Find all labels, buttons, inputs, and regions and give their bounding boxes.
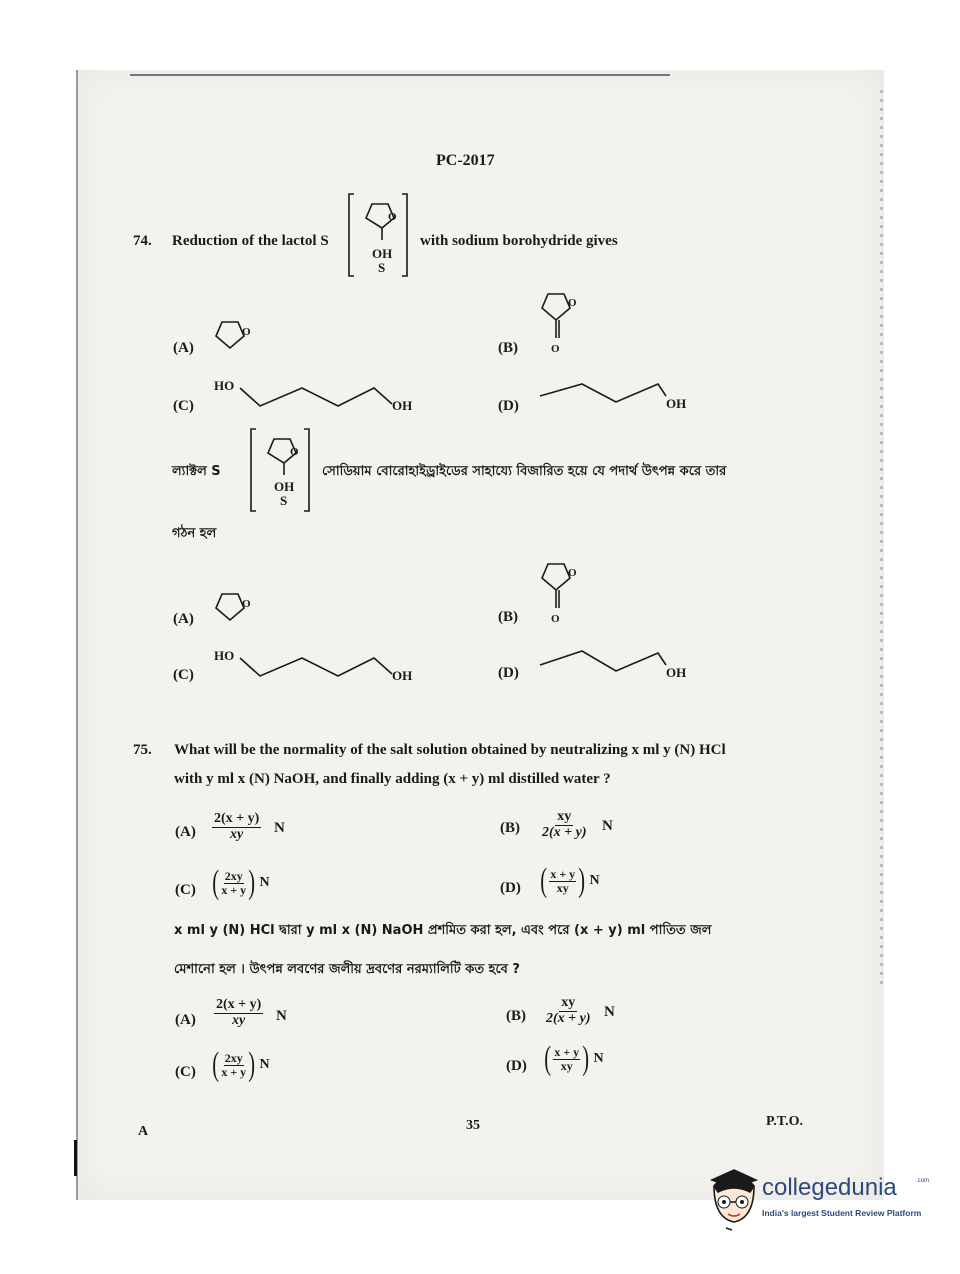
svg-text:O: O xyxy=(242,326,251,338)
svg-text:OH: OH xyxy=(666,396,687,411)
page-edge xyxy=(880,90,883,990)
option-c-butanediol-structure xyxy=(212,646,422,686)
unit-n: N xyxy=(274,820,285,836)
option-a-fraction: $\frac{2(x + y)}{xy}$ xyxy=(214,811,260,842)
scan-mark xyxy=(74,1140,77,1176)
svg-text:OH: OH xyxy=(666,665,687,680)
question-text-bengali: সোডিয়াম বোরোহাইড্রাইডের সাহায্যে বিজারিত হয়ে যে পদার্থ উৎপন্ন করে তার xyxy=(322,464,727,479)
svg-text:HO: HO xyxy=(214,378,235,393)
option-d-butanol-structure xyxy=(536,645,696,685)
option-a-fraction: $\frac{2(x + y)}{xy}$ xyxy=(216,997,262,1028)
paper-code: PC-2017 xyxy=(436,152,495,169)
svg-text:O: O xyxy=(551,343,560,355)
question-text: with y ml x (N) NaOH, and finally adding (x + y) ml distilled water ? xyxy=(174,771,611,787)
option-c-butanediol-structure xyxy=(212,378,422,418)
question-text: Reduction of the lactol S xyxy=(172,233,329,249)
option-b-fraction: $\frac{xy}{2(x + y)}$ xyxy=(542,809,587,840)
brand-name: collegedunia xyxy=(762,1174,897,1201)
option-b-lactone-structure xyxy=(536,560,586,630)
svg-text:OH: OH xyxy=(392,398,413,413)
option-b-lactone-structure xyxy=(536,290,586,360)
option-b-label: (B) xyxy=(498,609,518,625)
question-text: with sodium borohydride gives xyxy=(420,233,618,249)
option-d-expression: ( $\frac{x + y}{xy}$ ) N xyxy=(544,1040,604,1077)
question-text-bengali: মেশানো হল । উৎপন্ন লবণের জলীয় দ্রবণের নরম্যালিটি কত হবে ? xyxy=(174,962,520,977)
ring-oxygen-label: O xyxy=(388,211,397,223)
page-number: 35 xyxy=(466,1118,480,1133)
option-d-butanol-structure xyxy=(536,378,696,418)
svg-text:HO: HO xyxy=(214,648,235,663)
option-d-label: (D) xyxy=(506,1058,527,1074)
svg-text:O: O xyxy=(290,446,299,458)
question-number: 74. xyxy=(133,233,152,249)
svg-text:O: O xyxy=(568,567,577,579)
option-a-thf-structure xyxy=(212,588,262,630)
option-c-label: (C) xyxy=(173,667,194,683)
mascot-icon xyxy=(704,1166,760,1236)
option-a-thf-structure xyxy=(212,316,262,358)
svg-text:OH: OH xyxy=(392,668,413,683)
option-c-expression: ( $\frac{2xy}{x + y}$ ) N xyxy=(212,864,270,901)
svg-text:O: O xyxy=(568,297,577,309)
question-text-bengali: গঠন হল xyxy=(172,526,217,541)
brand-tagline: India's largest Student Review Platform xyxy=(762,1208,922,1218)
option-b-label: (B) xyxy=(506,1008,526,1024)
svg-text:O: O xyxy=(551,613,560,625)
option-b-fraction: $\frac{xy}{2(x + y)}$ xyxy=(546,995,591,1026)
booklet-code: A xyxy=(138,1124,149,1139)
option-d-label: (D) xyxy=(498,665,519,681)
option-c-expression: ( $\frac{2xy}{x + y}$ ) N xyxy=(212,1046,270,1083)
lactol-structure-bengali xyxy=(248,425,318,515)
option-c-label: (C) xyxy=(175,882,196,898)
option-b-label: (B) xyxy=(498,340,518,356)
option-a-label: (A) xyxy=(175,824,196,840)
question-text-bengali: x ml y (N) HCl দ্বারা y ml x (N) NaOH প্রশমিত করা হল, এবং পরে (x + y) ml পাতিত জল xyxy=(174,923,712,938)
unit-n: N xyxy=(604,1004,615,1020)
option-d-label: (D) xyxy=(498,398,519,414)
pto-note: P.T.O. xyxy=(766,1114,803,1129)
unit-n: N xyxy=(602,818,613,834)
svg-text:O: O xyxy=(242,598,251,610)
svg-text:S: S xyxy=(280,493,288,508)
oh-label: OH xyxy=(372,246,393,261)
brand-domain: .com xyxy=(916,1178,930,1184)
page-edge xyxy=(76,70,78,1200)
option-d-expression: ( $\frac{x + y}{xy}$ ) N xyxy=(540,862,600,899)
option-b-label: (B) xyxy=(500,820,520,836)
question-text-bengali: ল্যাক্টল S xyxy=(172,464,221,479)
option-a-label: (A) xyxy=(175,1012,196,1028)
question-text: What will be the normality of the salt solution obtained by neutralizing x ml y (N) HCl xyxy=(174,742,726,758)
option-a-label: (A) xyxy=(173,340,194,356)
lactol-structure xyxy=(346,190,416,280)
collegedunia-logo xyxy=(700,1164,940,1244)
page-edge xyxy=(130,74,670,76)
question-number: 75. xyxy=(133,742,152,758)
option-a-label: (A) xyxy=(173,611,194,627)
option-c-label: (C) xyxy=(173,398,194,414)
option-d-label: (D) xyxy=(500,880,521,896)
s-label: S xyxy=(378,260,386,275)
option-c-label: (C) xyxy=(175,1064,196,1080)
svg-text:OH: OH xyxy=(274,479,295,494)
unit-n: N xyxy=(276,1008,287,1024)
